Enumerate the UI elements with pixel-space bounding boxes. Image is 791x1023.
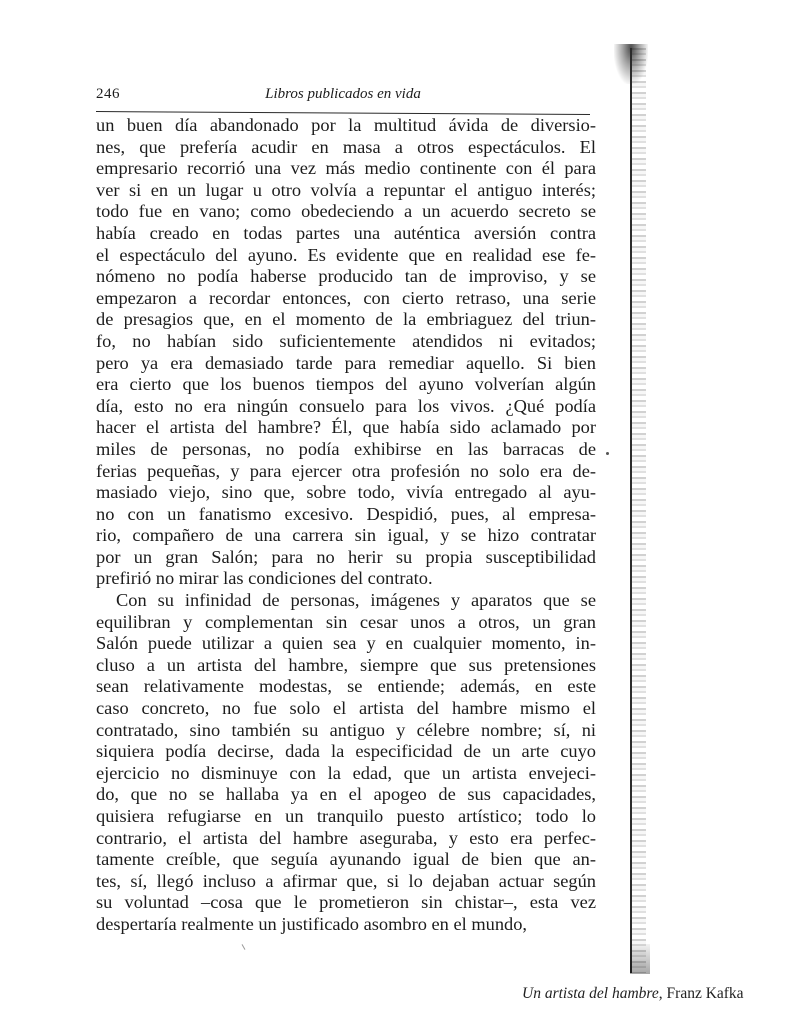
- text-line: masiado viejo, sino que, sobre todo, vivía entregado al ayu-: [96, 482, 596, 503]
- text-line: todo fue en vano; como obedeciendo a un acuerdo secreto se: [96, 201, 596, 222]
- text-line: día, esto no era ningún consuelo para los vivos. ¿Qué podía: [96, 395, 596, 416]
- text-line: nes, que prefería acudir en masa a otros espectáculos. El: [96, 136, 596, 157]
- text-line: tes, sí, llegó incluso a afirmar que, si lo dejaban actuar según: [96, 870, 596, 891]
- text-line: miles de personas, no podía exhibirse en las barracas de: [96, 438, 596, 459]
- body-text: [96, 115, 596, 936]
- text-line: siquiera podía decirse, dada la especificidad de un arte cuyo: [96, 741, 596, 762]
- binding-edge-line: [630, 48, 632, 973]
- text-line: Salón puede utilizar a quien sea y en cualquier momento, in-: [96, 633, 596, 654]
- text-line: nómeno no podía haberse producido tan de improviso, y se: [96, 266, 596, 287]
- text-line: el espectáculo del ayuno. Es evidente que en realidad ese fe-: [96, 244, 596, 265]
- caption-work-title: Un artista del hambre: [522, 985, 659, 1002]
- binding-gutter-noise: [632, 48, 646, 973]
- text-line: empezaron a recordar entonces, con cierto retraso, una serie: [96, 287, 596, 308]
- text-line: por un gran Salón; para no herir su propia susceptibilidad: [96, 546, 596, 567]
- text-line: ferias pequeñas, y para ejercer otra profesión no solo era de-: [96, 460, 596, 481]
- text-line: ejercicio no disminuye con la edad, que un artista envejeci-: [96, 762, 596, 783]
- text-line: cluso a un artista del hambre, siempre que sus pretensiones: [96, 654, 596, 675]
- source-caption: [522, 985, 744, 1003]
- text-line: Con su infinidad de personas, imágenes y aparatos que se: [116, 590, 596, 611]
- text-line: no con un fanatismo excesivo. Despidió, pues, al empresa-: [96, 503, 596, 524]
- text-line: pero ya era demasiado tarde para remediar aquello. Si bien: [96, 352, 596, 373]
- caption-separator: ,: [658, 985, 667, 1002]
- text-line: quisiera refugiarse en un tranquilo puesto artístico; todo lo: [96, 806, 596, 826]
- text-line: caso concreto, no fue solo el artista del hambre mismo el: [96, 698, 596, 719]
- binding-bottom-shadow: [630, 944, 650, 974]
- running-head: [96, 86, 590, 108]
- text-line: fo, no habían sido suficientemente atendidos ni evitados;: [96, 330, 596, 351]
- text-line: do, que no se hallaba ya en el apogeo de sus capacidades,: [96, 784, 596, 805]
- text-line: contrario, el artista del hambre aseguraba, y esto era perfec-: [96, 827, 596, 848]
- text-line: tamente creíble, que seguía ayunando igual de bien que an-: [96, 849, 596, 870]
- text-line: equilibran y complementan sin cesar unos a otros, un gran: [96, 611, 596, 632]
- text-line: un buen día abandonado por la multitud ávida de diversio-: [96, 115, 596, 135]
- text-line: de presagios que, en el momento de la embriaguez del triun-: [96, 309, 596, 330]
- text-line: sean relativamente modestas, se entiende; además, en este: [96, 676, 596, 697]
- text-line: era cierto que los buenos tiempos del ayuno volverían algún: [96, 374, 596, 395]
- text-line: rio, compañero de una carrera sin igual, y se hizo contratar: [96, 525, 596, 546]
- page-number: 246: [96, 86, 120, 102]
- text-line: había creado en todas partes una auténtica aversión contra: [96, 222, 596, 243]
- text-line: prefirió no mirar las condiciones del contrato.: [96, 568, 433, 589]
- text-line: hacer el artista del hambre? Él, que había sido aclamado por: [96, 417, 596, 438]
- text-line: ver si en un lugar u otro volvía a repuntar el antiguo interés;: [96, 179, 596, 200]
- caption-author: Franz Kafka: [666, 985, 744, 1002]
- text-line: despertaría realmente un justificado asombro en el mundo,: [96, 913, 528, 934]
- scan-mark: [242, 944, 246, 950]
- text-line: su voluntad –cosa que le prometieron sin chistar–, esta vez: [96, 892, 596, 913]
- scan-speck: [606, 452, 609, 455]
- text-line: contratado, sino también su antiguo y célebre nombre; sí, ni: [96, 719, 596, 740]
- book-binding-shadow: [600, 44, 650, 979]
- running-title: Libros publicados en vida: [265, 86, 421, 102]
- text-line: empresario recorrió una vez más medio continente con él para: [96, 158, 596, 179]
